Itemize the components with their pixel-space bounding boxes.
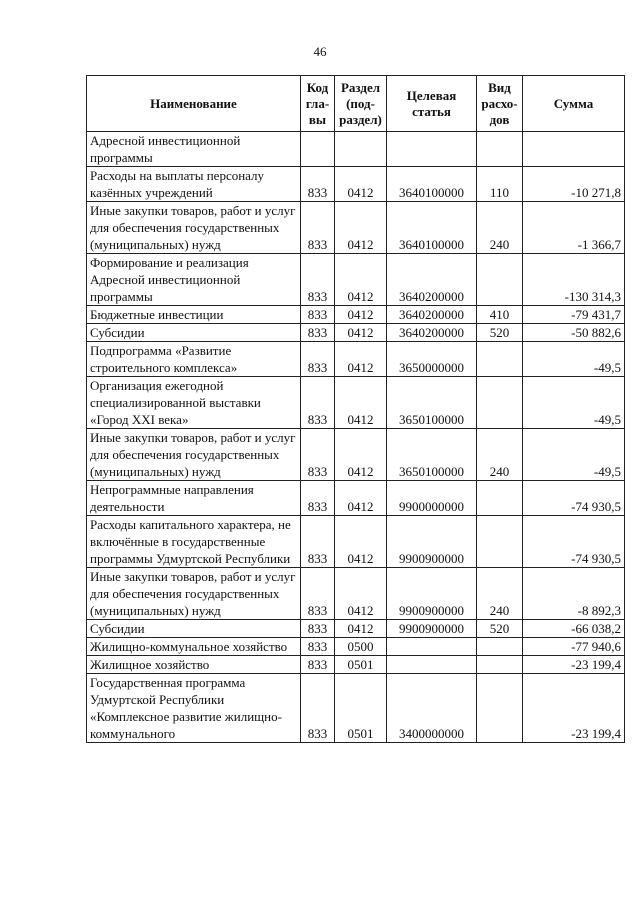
cell-name: Адресной инвестиционной программы — [87, 132, 301, 167]
cell-sum: -74 930,5 — [523, 516, 625, 568]
cell-article: 3640100000 — [387, 167, 477, 202]
cell-article: 3640200000 — [387, 324, 477, 342]
cell-kind — [477, 674, 523, 743]
table-row — [87, 620, 625, 638]
cell-kind: 520 — [477, 620, 523, 638]
cell-name: Субсидии — [87, 620, 301, 638]
cell-kind — [477, 516, 523, 568]
cell-sum: -10 271,8 — [523, 167, 625, 202]
cell-sum: -8 892,3 — [523, 568, 625, 620]
cell-name: Подпрограмма «Развитие строительного комплекса» — [87, 342, 301, 377]
cell-sum: -50 882,6 — [523, 324, 625, 342]
cell-kind — [477, 656, 523, 674]
table-header-row — [87, 76, 625, 132]
table-row — [87, 306, 625, 324]
cell-sum: -130 314,3 — [523, 254, 625, 306]
cell-code: 833 — [301, 324, 335, 342]
cell-section: 0412 — [335, 167, 387, 202]
cell-code: 833 — [301, 202, 335, 254]
cell-article: 3640100000 — [387, 202, 477, 254]
cell-sum: -74 930,5 — [523, 481, 625, 516]
cell-kind: 410 — [477, 306, 523, 324]
cell-name: Организация ежегодной специализированной выставки «Город XXI века» — [87, 377, 301, 429]
cell-section: 0412 — [335, 516, 387, 568]
cell-sum: -49,5 — [523, 342, 625, 377]
cell-article: 9900900000 — [387, 516, 477, 568]
cell-sum: -77 940,6 — [523, 638, 625, 656]
cell-article: 3640200000 — [387, 254, 477, 306]
cell-section: 0412 — [335, 306, 387, 324]
table-row — [87, 254, 625, 306]
cell-code: 833 — [301, 254, 335, 306]
cell-section: 0501 — [335, 656, 387, 674]
cell-name: Государственная программа Удмуртской Республики «Комплексное развитие жилищно-коммунального — [87, 674, 301, 743]
cell-code: 833 — [301, 429, 335, 481]
cell-article — [387, 132, 477, 167]
cell-article: 3640200000 — [387, 306, 477, 324]
cell-sum: -49,5 — [523, 377, 625, 429]
cell-name: Бюджетные инвестиции — [87, 306, 301, 324]
cell-code — [301, 132, 335, 167]
cell-section — [335, 132, 387, 167]
cell-sum: -1 366,7 — [523, 202, 625, 254]
header-sum: Сумма — [523, 76, 625, 132]
cell-section: 0500 — [335, 638, 387, 656]
table-row — [87, 202, 625, 254]
table-row — [87, 568, 625, 620]
cell-code: 833 — [301, 167, 335, 202]
cell-sum: -79 431,7 — [523, 306, 625, 324]
table-row — [87, 342, 625, 377]
table-row — [87, 167, 625, 202]
cell-sum: -23 199,4 — [523, 674, 625, 743]
cell-article: 3650100000 — [387, 429, 477, 481]
cell-name: Иные закупки товаров, работ и услуг для обеспечения государственных (муниципальных) нужд — [87, 568, 301, 620]
cell-article — [387, 656, 477, 674]
cell-article: 3650100000 — [387, 377, 477, 429]
cell-kind: 240 — [477, 429, 523, 481]
cell-code: 833 — [301, 656, 335, 674]
cell-code: 833 — [301, 620, 335, 638]
cell-code: 833 — [301, 342, 335, 377]
cell-name: Иные закупки товаров, работ и услуг для обеспечения государственных (муниципальных) нужд — [87, 429, 301, 481]
table-row — [87, 638, 625, 656]
cell-sum: -66 038,2 — [523, 620, 625, 638]
header-kind: Вид расхо- дов — [477, 76, 523, 132]
cell-article: 3400000000 — [387, 674, 477, 743]
cell-sum: -49,5 — [523, 429, 625, 481]
header-article: Целевая статья — [387, 76, 477, 132]
cell-kind — [477, 638, 523, 656]
cell-section: 0501 — [335, 674, 387, 743]
table-row — [87, 674, 625, 743]
cell-name: Жилищно-коммунальное хозяйство — [87, 638, 301, 656]
cell-section: 0412 — [335, 620, 387, 638]
cell-kind — [477, 132, 523, 167]
cell-code: 833 — [301, 481, 335, 516]
cell-code: 833 — [301, 674, 335, 743]
cell-code: 833 — [301, 638, 335, 656]
table-row — [87, 481, 625, 516]
cell-kind — [477, 481, 523, 516]
cell-code: 833 — [301, 377, 335, 429]
cell-article — [387, 638, 477, 656]
cell-name: Субсидии — [87, 324, 301, 342]
cell-sum: -23 199,4 — [523, 656, 625, 674]
table-row — [87, 516, 625, 568]
cell-article: 9900900000 — [387, 568, 477, 620]
cell-section: 0412 — [335, 568, 387, 620]
cell-section: 0412 — [335, 481, 387, 516]
cell-section: 0412 — [335, 342, 387, 377]
table-row — [87, 132, 625, 167]
cell-code: 833 — [301, 568, 335, 620]
cell-kind — [477, 342, 523, 377]
cell-kind: 240 — [477, 568, 523, 620]
cell-article: 9900900000 — [387, 620, 477, 638]
cell-section: 0412 — [335, 324, 387, 342]
table-row — [87, 656, 625, 674]
cell-article: 9900000000 — [387, 481, 477, 516]
budget-table — [86, 75, 625, 743]
cell-code: 833 — [301, 306, 335, 324]
table-row — [87, 324, 625, 342]
cell-sum — [523, 132, 625, 167]
cell-kind: 110 — [477, 167, 523, 202]
cell-code: 833 — [301, 516, 335, 568]
header-code: Код гла- вы — [301, 76, 335, 132]
cell-kind — [477, 377, 523, 429]
cell-section: 0412 — [335, 429, 387, 481]
cell-name: Формирование и реализация Адресной инвестиционной программы — [87, 254, 301, 306]
cell-section: 0412 — [335, 377, 387, 429]
cell-name: Расходы на выплаты персоналу казённых учреждений — [87, 167, 301, 202]
header-name: Наименование — [87, 76, 301, 132]
cell-section: 0412 — [335, 254, 387, 306]
page-number: 46 — [313, 44, 327, 59]
table-row — [87, 429, 625, 481]
cell-section: 0412 — [335, 202, 387, 254]
cell-kind — [477, 254, 523, 306]
header-section: Раздел (под- раздел) — [335, 76, 387, 132]
cell-name: Непрограммные направления деятельности — [87, 481, 301, 516]
table-row — [87, 377, 625, 429]
cell-kind: 240 — [477, 202, 523, 254]
cell-article: 3650000000 — [387, 342, 477, 377]
cell-name: Расходы капитального характера, не включённые в государственные программы Удмуртской Республики — [87, 516, 301, 568]
cell-kind: 520 — [477, 324, 523, 342]
cell-name: Жилищное хозяйство — [87, 656, 301, 674]
cell-name: Иные закупки товаров, работ и услуг для обеспечения государственных (муниципальных) нужд — [87, 202, 301, 254]
